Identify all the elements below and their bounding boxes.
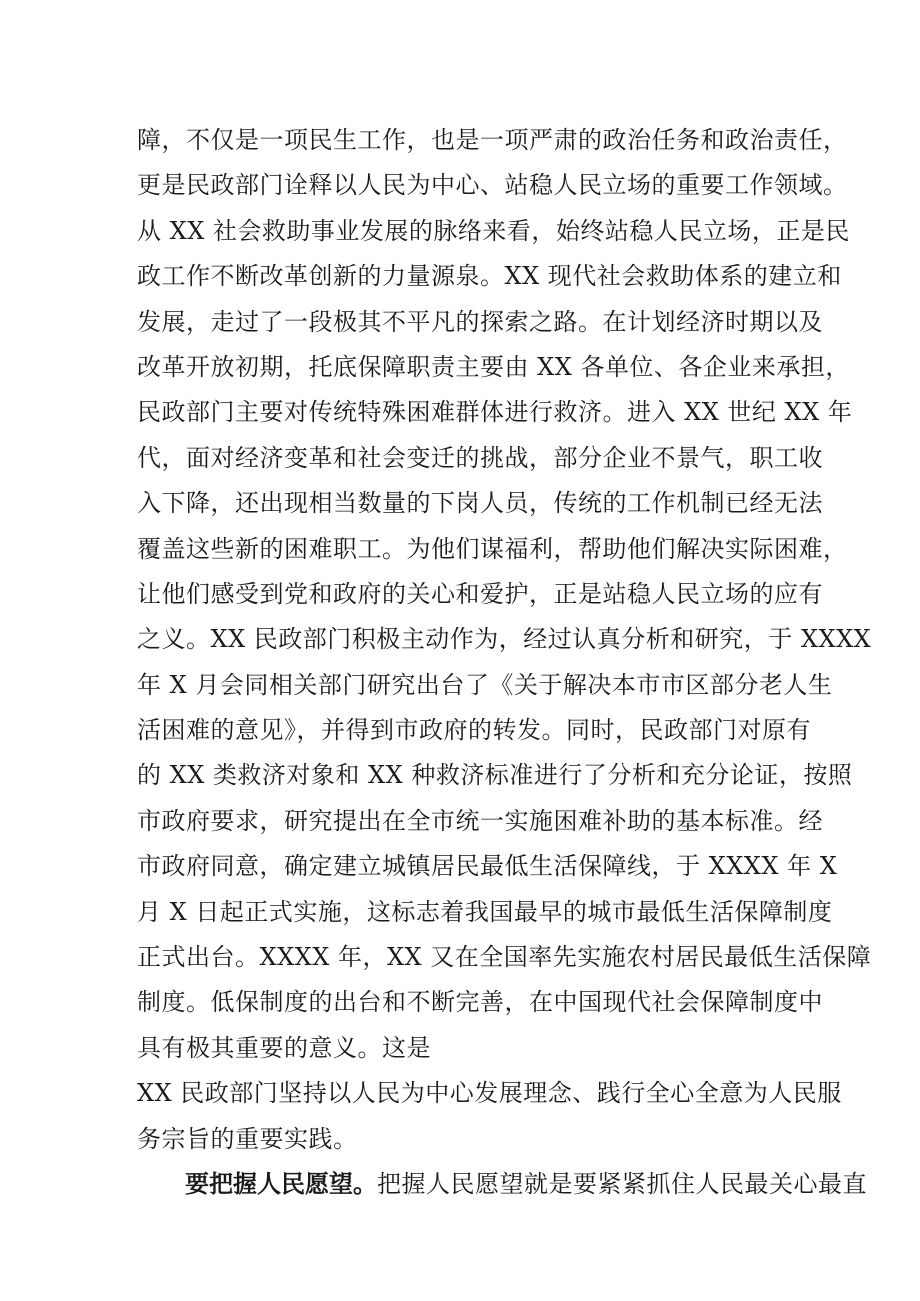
text-line: 市政府要求，研究提出在全市统一实施困难补助的基本标准。经 (137, 806, 823, 835)
text-line: 政工作不断改革创新的力量源泉。XX 现代社会救助体系的建立和 (137, 262, 842, 291)
text-line: 代，面对经济变革和社会变迁的挑战，部分企业不景气，职工收 (137, 443, 823, 472)
text-line: 务宗旨的重要实践。 (137, 1124, 358, 1153)
text-line: 障，不仅是一项民生工作，也是一项严肃的政治任务和政治责任， (137, 126, 848, 154)
document-body (137, 118, 872, 1207)
text-line: 制度。低保制度的出台和不断完善，在中国现代社会保障制度中 (137, 988, 823, 1017)
text-line: 之义。XX 民政部门积极主动作为，经过认真分析和研究，于 XXXX (137, 625, 872, 654)
text-line: 民政部门主要对传统特殊困难群体进行救济。进入 XX 世纪 XX 年 (137, 398, 853, 427)
text-line: 正式出台。XXXX 年，XX 又在全国率先实施农村居民最低生活保障 (137, 943, 872, 972)
text-line: 改革开放初期，托底保障职责主要由 XX 各单位、各企业来承担， (137, 352, 850, 381)
paragraph-text: 把握人民愿望就是要紧紧抓住人民最关心最直 (377, 1169, 867, 1198)
text-line: 更是民政部门诠释以人民为中心、站稳人民立场的重要工作领域。 (137, 171, 848, 200)
text-line: 活困难的意见》，并得到市政府的转发。同时，民政部门对原有 (137, 716, 811, 745)
text-line: 月 X 日起正式实施，这标志着我国最早的城市最低生活保障制度 (137, 897, 833, 926)
text-line: 的 XX 类救济对象和 XX 种救济标准进行了分析和充分论证，按照 (137, 761, 853, 790)
text-line: 覆盖这些新的困难职工。为他们谋福利，帮助他们解决实际困难， (137, 534, 848, 563)
text-line: 具有极其重要的意义。这是 (137, 1033, 431, 1062)
text-line: 从 XX 社会救助事业发展的脉络来看，始终站稳人民立场，正是民 (137, 216, 850, 245)
text-line: 年 X 月会同相关部门研究出台了《关于解决本市市区部分老人生 (137, 670, 833, 699)
paragraph-2-first-line (137, 1162, 867, 1207)
text-line: 入下降，还出现相当数量的下岗人员，传统的工作机制已经无法 (137, 489, 823, 518)
text-line: 市政府同意，确定建立城镇居民最低生活保障线，于 XXXX 年 X (137, 852, 838, 881)
text-line: 让他们感受到党和政府的关心和爱护，正是站稳人民立场的应有 (137, 579, 823, 608)
text-line: XX 民政部门坚持以人民为中心发展理念、践行全心全意为人民服 (137, 1079, 842, 1108)
paragraph-heading: 要把握人民愿望。 (185, 1169, 377, 1198)
text-line: 发展，走过了一段极其不平凡的探索之路。在计划经济时期以及 (137, 307, 823, 336)
